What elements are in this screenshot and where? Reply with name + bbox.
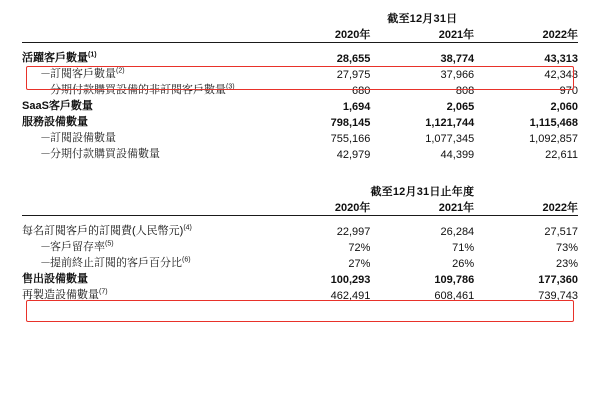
row-value-2021: 109,786 [434, 274, 475, 286]
footnote-marker: (6) [182, 256, 191, 264]
row-value-2020: 462,491 [330, 290, 371, 302]
row-value-2022: 1,092,857 [529, 133, 578, 145]
row-value-2021: 38,774 [440, 53, 475, 65]
row-label: 售出設備數量 [22, 273, 88, 285]
row-value-2021: 808 [455, 85, 475, 97]
row-value-2022: 23% [555, 258, 578, 270]
row-value-2021: 2,065 [446, 101, 475, 113]
footnote-marker: (7) [99, 288, 108, 296]
section2-year-2021: 2021年 [438, 202, 475, 214]
row-label: －分期付款購買設備數量 [40, 148, 160, 160]
row-value-2021: 608,461 [434, 290, 475, 302]
section2-year-2022: 2022年 [542, 202, 578, 214]
row-value-2022: 42,343 [544, 69, 578, 81]
row-value-2022: 739,743 [538, 290, 578, 302]
row-label: －客戶留存率$^{(5)}$ [40, 240, 114, 253]
row-value-2021: 71% [452, 242, 475, 254]
section-gap [22, 161, 578, 183]
row-value-2022: 177,360 [538, 274, 578, 286]
section2-year-header-row [22, 199, 578, 216]
row-label: －訂閱客戶數量$^{(2)}$ [40, 67, 125, 80]
table-row [22, 286, 578, 302]
row-value-2022: 1,115,468 [529, 117, 578, 129]
row-value-2022: 43,313 [544, 53, 578, 65]
row-value-2021: 1,077,345 [425, 133, 475, 145]
table-row [22, 270, 578, 286]
row-label: 活躍客戶數量$^{(1)}$ [22, 51, 97, 64]
row-label: 每名訂閱客戶的訂閱費(人民幣元)$^{(4)}$ [22, 224, 192, 237]
row-value-2021: 44,399 [440, 149, 475, 161]
metrics-table-section-1 [22, 10, 578, 161]
row-value-2020: 755,166 [330, 133, 371, 145]
footnote-marker: (2) [116, 67, 125, 75]
row-value-2020: 72% [348, 242, 371, 254]
table-row [22, 145, 578, 161]
row-value-2020: 28,655 [336, 53, 371, 65]
row-value-2020: 27% [348, 258, 371, 270]
row-value-2020: 798,145 [330, 117, 371, 129]
row-value-2022: 73% [555, 242, 578, 254]
section2-year-2020: 2020年 [334, 202, 371, 214]
row-value-2021: 1,121,744 [425, 117, 475, 129]
metrics-table-section-2 [22, 161, 578, 302]
section1-span-header-row [22, 10, 578, 26]
row-label: 再製造設備數量$^{(7)}$ [22, 288, 108, 301]
section2-span-header-row [22, 183, 578, 199]
row-value-2022: 2,060 [550, 101, 578, 113]
row-label: －分期付款購買設備的非訂閱客戶數量$^{(3)}$ [40, 83, 235, 96]
footnote-marker: (1) [88, 51, 97, 59]
table-row [22, 254, 578, 270]
row-value-2021: 26,284 [440, 226, 475, 238]
row-value-2020: 1,694 [342, 101, 371, 113]
row-label: －提前終止訂閱的客戶百分比$^{(6)}$ [40, 256, 191, 269]
footnote-marker: (3) [226, 83, 235, 91]
row-value-2021: 26% [452, 258, 475, 270]
table-row [22, 81, 578, 97]
row-value-2020: 22,997 [336, 226, 371, 238]
table-row [22, 129, 578, 145]
row-value-2022: 970 [559, 85, 578, 97]
table-row [22, 222, 578, 238]
row-value-2022: 22,611 [545, 149, 578, 161]
row-value-2020: 27,975 [336, 69, 371, 81]
section2-span-header: 截至12月31日止年度 [370, 186, 475, 198]
table-row [22, 65, 578, 81]
section1-span-header: 截至12月31日 [387, 13, 458, 25]
table-row [22, 113, 578, 129]
section1-year-2020: 2020年 [334, 29, 371, 41]
row-value-2020: 680 [352, 85, 371, 97]
row-value-2022: 27,517 [544, 226, 578, 238]
footnote-marker: (5) [105, 240, 114, 248]
table-row [22, 49, 578, 65]
row-value-2020: 42,979 [336, 149, 371, 161]
row-label: SaaS客戶數量 [22, 100, 93, 112]
row-label: 服務設備數量 [22, 116, 88, 128]
section1-year-2021: 2021年 [438, 29, 475, 41]
row-value-2021: 37,966 [440, 69, 475, 81]
table-row [22, 238, 578, 254]
row-value-2020: 100,293 [330, 274, 371, 286]
section1-year-header-row [22, 26, 578, 43]
row-label: －訂閱設備數量 [40, 132, 116, 144]
highlight-box-retention-rate [26, 300, 574, 322]
table-row [22, 97, 578, 113]
section1-year-2022: 2022年 [542, 29, 578, 41]
footnote-marker: (4) [183, 224, 192, 232]
